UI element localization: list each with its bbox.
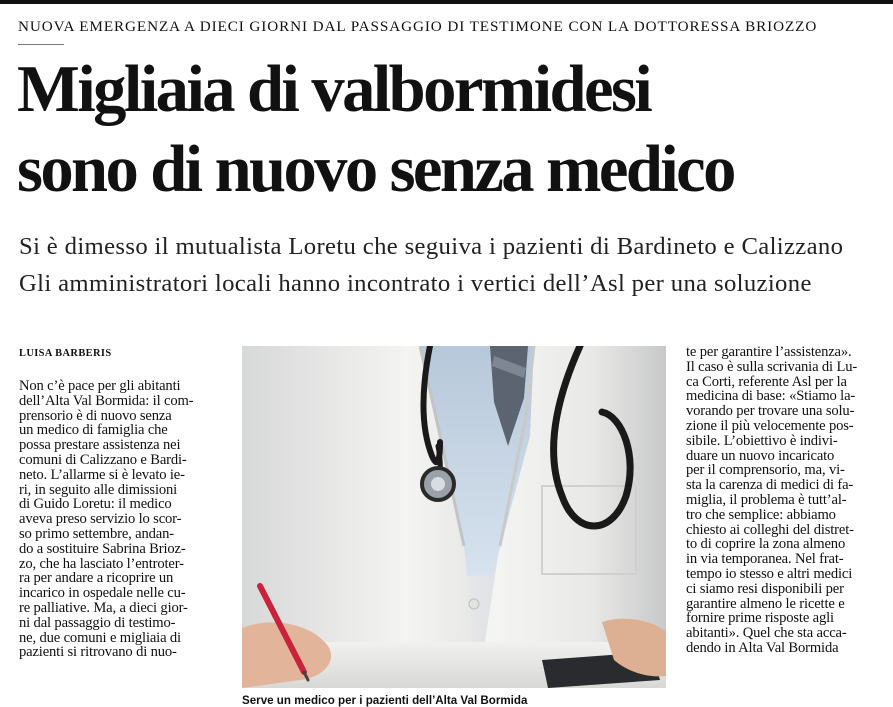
column-line: tempo io stesso e altri medici xyxy=(686,565,853,582)
doctor-photo-illustration xyxy=(242,346,666,688)
column-line: sibile. L’obiettivo è indivi- xyxy=(686,432,838,449)
top-rule xyxy=(0,0,893,4)
article-column-right xyxy=(686,345,893,656)
article-headline xyxy=(17,50,893,210)
column-line: aveva preso servizio lo scor- xyxy=(19,511,182,528)
column-line: neto. L’allarme si è levato ie- xyxy=(19,466,185,483)
article-subtitle xyxy=(19,228,893,302)
headline-line: Migliaia di valbormidesi xyxy=(17,53,651,126)
column-line: ne, due comuni e migliaia di xyxy=(19,629,181,646)
column-line: prensorio è di nuovo senza xyxy=(19,407,172,424)
column-line: chiesto ai colleghi del distret- xyxy=(686,521,854,538)
article-column-left xyxy=(19,379,224,660)
column-line: pazienti si ritrovano di nuo- xyxy=(19,644,177,661)
column-line: per il comprensorio, ma, vi- xyxy=(686,462,845,479)
column-line: medicina di base: «Stiamo la- xyxy=(686,388,856,405)
column-line: un medico di famiglia che xyxy=(19,422,168,439)
article-kicker: NUOVA EMERGENZA A DIECI GIORNI DAL PASSAGGIO DI TESTIMONE CON LA DOTTORESSA BRIOZZO xyxy=(18,18,818,35)
kicker-rule xyxy=(18,44,64,45)
column-line: miglia, il problema è tutt’al- xyxy=(686,491,847,508)
column-line: vorando per trovare una solu- xyxy=(686,403,855,420)
column-line: tro che semplice: abbiamo xyxy=(686,506,836,523)
column-line: zione il più velocemente pos- xyxy=(686,417,854,434)
column-line: ni dal passaggio di testimo- xyxy=(19,614,176,631)
column-line: so primo settembre, andan- xyxy=(19,525,174,542)
column-line: to di coprire la zona almeno xyxy=(686,536,846,553)
column-line: re palliative. Ma, a dieci gior- xyxy=(19,599,188,616)
column-line: ri, in seguito alle dimissioni xyxy=(19,481,178,498)
stethoscope-chestpiece-center xyxy=(431,477,445,491)
column-line: sta la carenza di medici di fa- xyxy=(686,477,854,494)
column-line: ci siamo resi disponibili per xyxy=(686,580,844,597)
column-line: dendo in Alta Val Bormida xyxy=(686,639,839,656)
column-line: abitanti». Quel che sta acca- xyxy=(686,625,847,642)
column-line: incarico in ospedale nelle cu- xyxy=(19,585,186,602)
column-line: di Guido Loretu: il medico xyxy=(19,496,172,513)
column-line: ca Corti, referente Asl per la xyxy=(686,373,847,390)
column-line: te per garantire l’assistenza». xyxy=(686,344,852,360)
headline-line: sono di nuovo senza medico xyxy=(17,133,734,206)
article-byline: LUISA BARBERIS xyxy=(19,348,112,359)
photo-caption: Serve un medico per i pazienti dell’Alta Val Bormida xyxy=(242,694,528,707)
article-photo xyxy=(242,346,666,688)
column-line: garantire almeno le ricette e xyxy=(686,595,845,612)
column-line: in via temporanea. Nel frat- xyxy=(686,551,844,568)
coat-button xyxy=(469,599,479,609)
column-line: possa prestare assistenza nei xyxy=(19,437,181,454)
column-line: zo, che ha lasciato l’entroter- xyxy=(19,555,184,572)
column-line: fornire prime risposte agli xyxy=(686,610,834,627)
column-line: dell’Alta Val Bormida: il com- xyxy=(19,392,194,409)
column-line: do a sostituire Sabrina Brioz- xyxy=(19,540,186,557)
column-line: Il caso è sulla scrivania di Lu- xyxy=(686,358,858,375)
column-line: ra per andare a ricoprire un xyxy=(19,570,174,587)
column-line: Non c’è pace per gli abitanti xyxy=(19,378,181,394)
subtitle-line: Si è dimesso il mutualista Loretu che seguiva i pazienti di Bardineto e Calizzano xyxy=(19,233,844,260)
subtitle-line: Gli amministratori locali hanno incontrato i vertici dell’Asl per una soluzione xyxy=(19,270,812,297)
column-line: duare un nuovo incaricato xyxy=(686,447,835,464)
column-line: comuni di Calizzano e Bardi- xyxy=(19,451,187,468)
